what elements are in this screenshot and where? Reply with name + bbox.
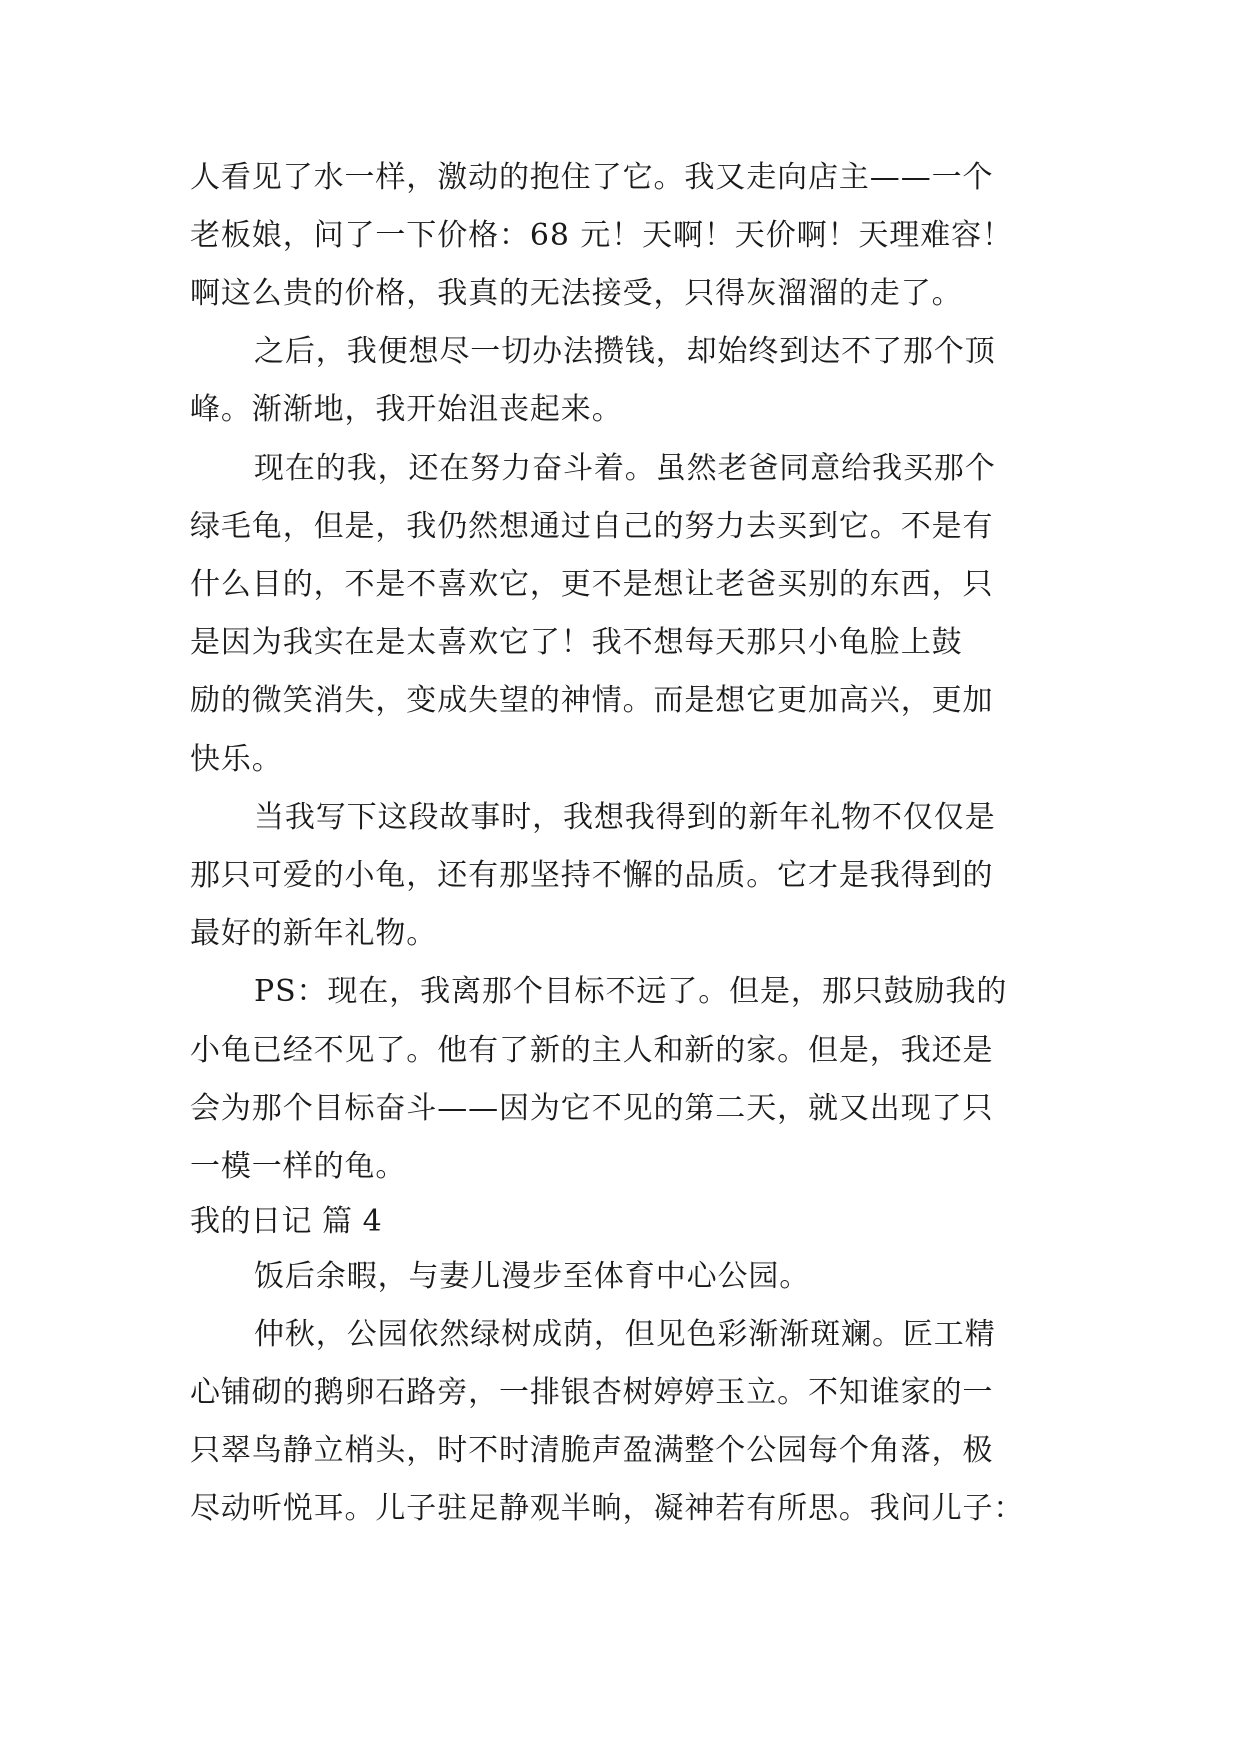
text-line: 励的微笑消失，变成失望的神情。而是想它更加高兴，更加 [190,683,994,718]
paragraph-start-line: 饭后余暇，与妻儿漫步至体育中心公园。 [254,1259,811,1294]
text-line: 是因为我实在是太喜欢它了！我不想每天那只小龟脸上鼓 [190,625,963,660]
text-line: 绿毛龟，但是，我仍然想通过自己的努力去买到它。不是有 [190,509,994,544]
text-line: 最好的新年礼物。 [190,916,438,951]
text-line: 人看见了水一样，激动的抱住了它。我又走向店主——一个 [190,160,994,195]
section-heading: 我的日记 篇 4 [190,1204,383,1239]
text-line: 心铺砌的鹅卵石路旁，一排银杏树婷婷玉立。不知谁家的一 [190,1375,994,1410]
text-line: 老板娘，问了一下价格：68 元！天啊！天价啊！天理难容！ [190,218,1013,253]
paragraph-start-line: 仲秋，公园依然绿树成荫，但见色彩渐渐斑斓。匠工精 [254,1317,996,1352]
text-line: 尽动听悦耳。儿子驻足静观半晌，凝神若有所思。我问儿子： [190,1491,1025,1526]
text-line: 一模一样的龟。 [190,1149,407,1184]
text-line: 啊这么贵的价格，我真的无法接受，只得灰溜溜的走了。 [190,276,963,311]
text-line: 峰。渐渐地，我开始沮丧起来。 [190,392,623,427]
text-line: 那只可爱的小龟，还有那坚持不懈的品质。它才是我得到的 [190,858,994,893]
paragraph-start-line: 当我写下这段故事时，我想我得到的新年礼物不仅仅是 [254,800,996,835]
text-line: 什么目的，不是不喜欢它，更不是想让老爸买别的东西，只 [190,567,994,602]
paragraph-start-line: 现在的我，还在努力奋斗着。虽然老爸同意给我买那个 [254,451,996,486]
text-line: 会为那个目标奋斗——因为它不见的第二天，就又出现了只 [190,1091,994,1126]
paragraph-start-line: 之后，我便想尽一切办法攒钱，却始终到达不了那个顶 [254,334,996,369]
text-line: 小龟已经不见了。他有了新的主人和新的家。但是，我还是 [190,1033,994,1068]
text-line: 只翠鸟静立梢头，时不时清脆声盈满整个公园每个角落，极 [190,1433,994,1468]
text-line: 快乐。 [190,742,283,777]
paragraph-start-line: PS：现在，我离那个目标不远了。但是，那只鼓励我的 [254,974,1008,1009]
